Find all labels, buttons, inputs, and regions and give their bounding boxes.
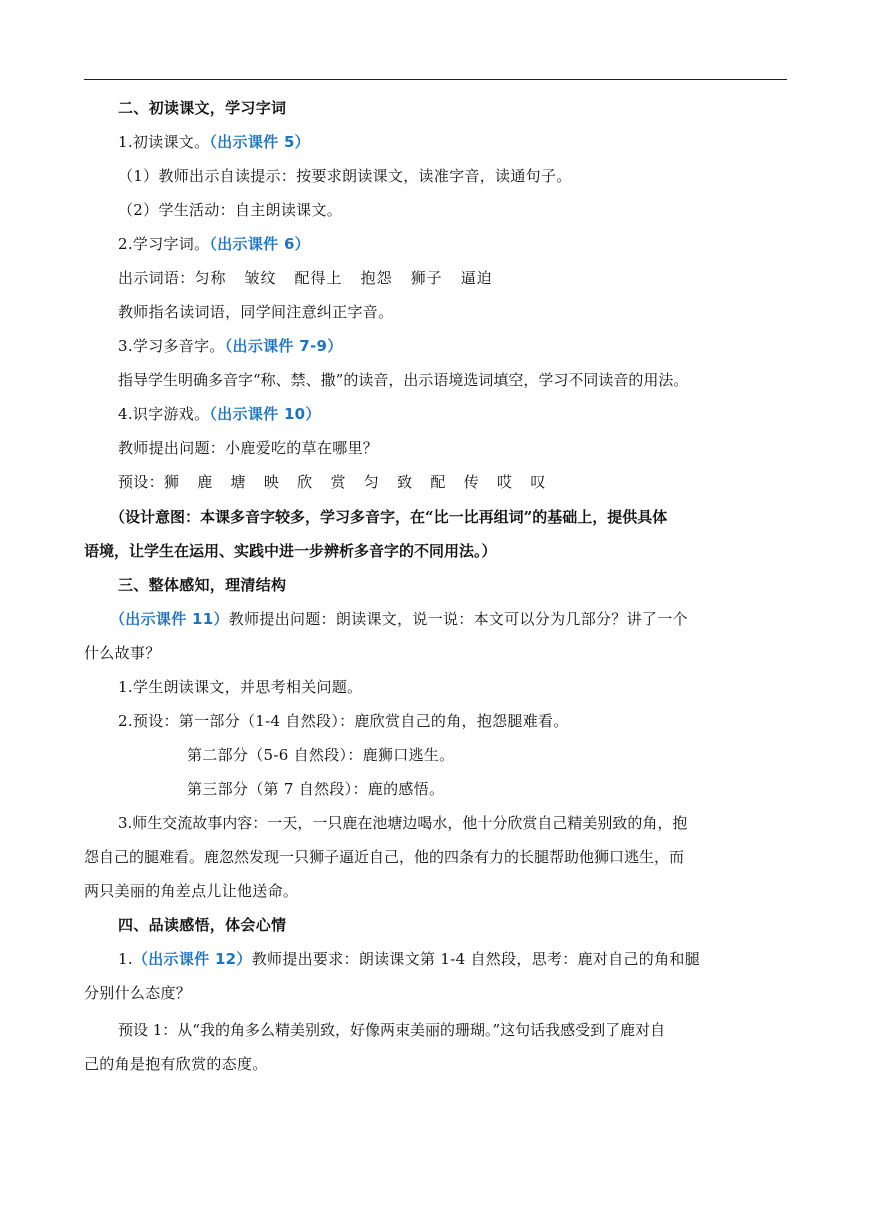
- preset-char: 传: [463, 473, 480, 491]
- design-intent-line-1: （设计意图：本课多音字较多，学习多音字，在“比一比再组词”的基础上，提供具体: [110, 508, 668, 526]
- s3-item-3-line-1: 3.师生交流故事内容：一天，一只鹿在池塘边喝水，他十分欣赏自己精美别致的角，抱: [118, 814, 688, 832]
- item-3: [118, 336, 870, 356]
- s4-preset-1-line-1: 预设 1：从“我的角多么精美别致，好像两束美丽的珊瑚。”这句话我感受到了鹿对自: [118, 1021, 666, 1039]
- section-heading-4: 四、品读感悟，体会心情: [118, 916, 287, 934]
- item-4-text: 4.识字游戏。: [118, 405, 210, 423]
- preset-char: 匀: [363, 473, 380, 491]
- s4-item-1-number: 1.: [118, 950, 133, 968]
- preset-char: 哎: [497, 473, 513, 491]
- word: 配得上: [294, 269, 343, 287]
- preset-char: 塘: [230, 473, 246, 491]
- courseware-ref-5: （出示课件 5）: [209, 133, 310, 151]
- preset-char: 鹿: [197, 473, 213, 491]
- item-2-text: 2.学习字词。: [118, 235, 210, 253]
- item-3-text: 3.学习多音字。: [118, 337, 225, 355]
- preset-char: 狮: [163, 473, 180, 491]
- s4-item-1-text: 教师提出要求：朗读课文第 1-4 自然段，思考：鹿对自己的角和腿: [251, 950, 701, 968]
- word: 匀称: [194, 269, 227, 287]
- s3-intro: [110, 609, 870, 629]
- preset-char: 叹: [530, 473, 546, 491]
- courseware-ref-12: （出示课件 12）: [132, 950, 252, 968]
- polyphone-text: 指导学生明确多音字“称、禁、撒”的读音，出示语境选词填空，学习不同读音的用法。: [118, 371, 689, 389]
- preset-chars: [118, 472, 870, 492]
- section-heading-3: 三、整体感知，理清结构: [118, 576, 287, 594]
- item-2: [118, 234, 870, 254]
- s3-intro-text: 教师提出问题：朗读课文，说一说：本文可以分为几部分？讲了一个: [228, 610, 688, 628]
- preset-char: 映: [263, 473, 280, 491]
- s3-item-2-part2: 第二部分（5-6 自然段）：鹿狮口逃生。: [187, 746, 455, 764]
- item-4: [118, 404, 870, 424]
- s4-item-1: [118, 949, 870, 969]
- courseware-ref-11: （出示课件 11）: [110, 610, 229, 628]
- s3-item-1: 1.学生朗读课文，并思考相关问题。: [118, 678, 363, 696]
- s3-item-2-part3: 第三部分（第 7 自然段）：鹿的感悟。: [187, 780, 445, 798]
- s3-item-3-line-3: 两只美丽的角差点儿让他送命。: [84, 882, 299, 900]
- word: 逼迫: [460, 269, 493, 287]
- courseware-ref-7-9: （出示课件 7-9）: [224, 337, 343, 355]
- word: 狮子: [410, 269, 443, 287]
- item-1: [118, 132, 870, 152]
- section-heading-2: 二、初读课文，学习字词: [118, 99, 287, 117]
- item-1-text: 1.初读课文。: [118, 133, 210, 151]
- sub-item-1: （1）教师出示自读提示：按要求朗读课文，读准字音，读通句子。: [118, 167, 572, 185]
- preset-char: 配: [430, 473, 446, 491]
- header-rule: [84, 79, 787, 80]
- word: 皱纹: [244, 269, 277, 287]
- preset-char: 赏: [330, 473, 346, 491]
- preset-label: 预设：: [118, 473, 164, 491]
- word-list-label: 出示词语：: [118, 269, 195, 287]
- s4-preset-1-line-2: 己的角是抱有欣赏的态度。: [84, 1055, 268, 1073]
- s4-item-1-text-2: 分别什么态度？: [84, 984, 192, 1002]
- s3-item-3-line-2: 怨自己的腿难看。鹿忽然发现一只狮子逼近自己，他的四条有力的长腿帮助他狮口逃生，而: [84, 848, 685, 866]
- s3-item-2: 2.预设：第一部分（1-4 自然段）：鹿欣赏自己的角，抱怨腿难看。: [118, 712, 569, 730]
- design-intent-line-2: 语境，让学生在运用、实践中进一步辨析多音字的不同用法。）: [84, 542, 497, 560]
- courseware-ref-10: （出示课件 10）: [209, 405, 321, 423]
- item-4-question: 教师提出问题：小鹿爱吃的草在哪里？: [118, 439, 379, 457]
- preset-char: 致: [397, 473, 413, 491]
- s3-intro-text-2: 什么故事？: [84, 644, 161, 662]
- sub-item-2: （2）学生活动：自主朗读课文。: [118, 201, 343, 219]
- preset-char: 欣: [297, 473, 313, 491]
- word: 抱怨: [360, 269, 393, 287]
- word-read-text: 教师指名读词语，同学间注意纠正字音。: [118, 303, 394, 321]
- word-list: [118, 268, 870, 288]
- courseware-ref-6: （出示课件 6）: [209, 235, 310, 253]
